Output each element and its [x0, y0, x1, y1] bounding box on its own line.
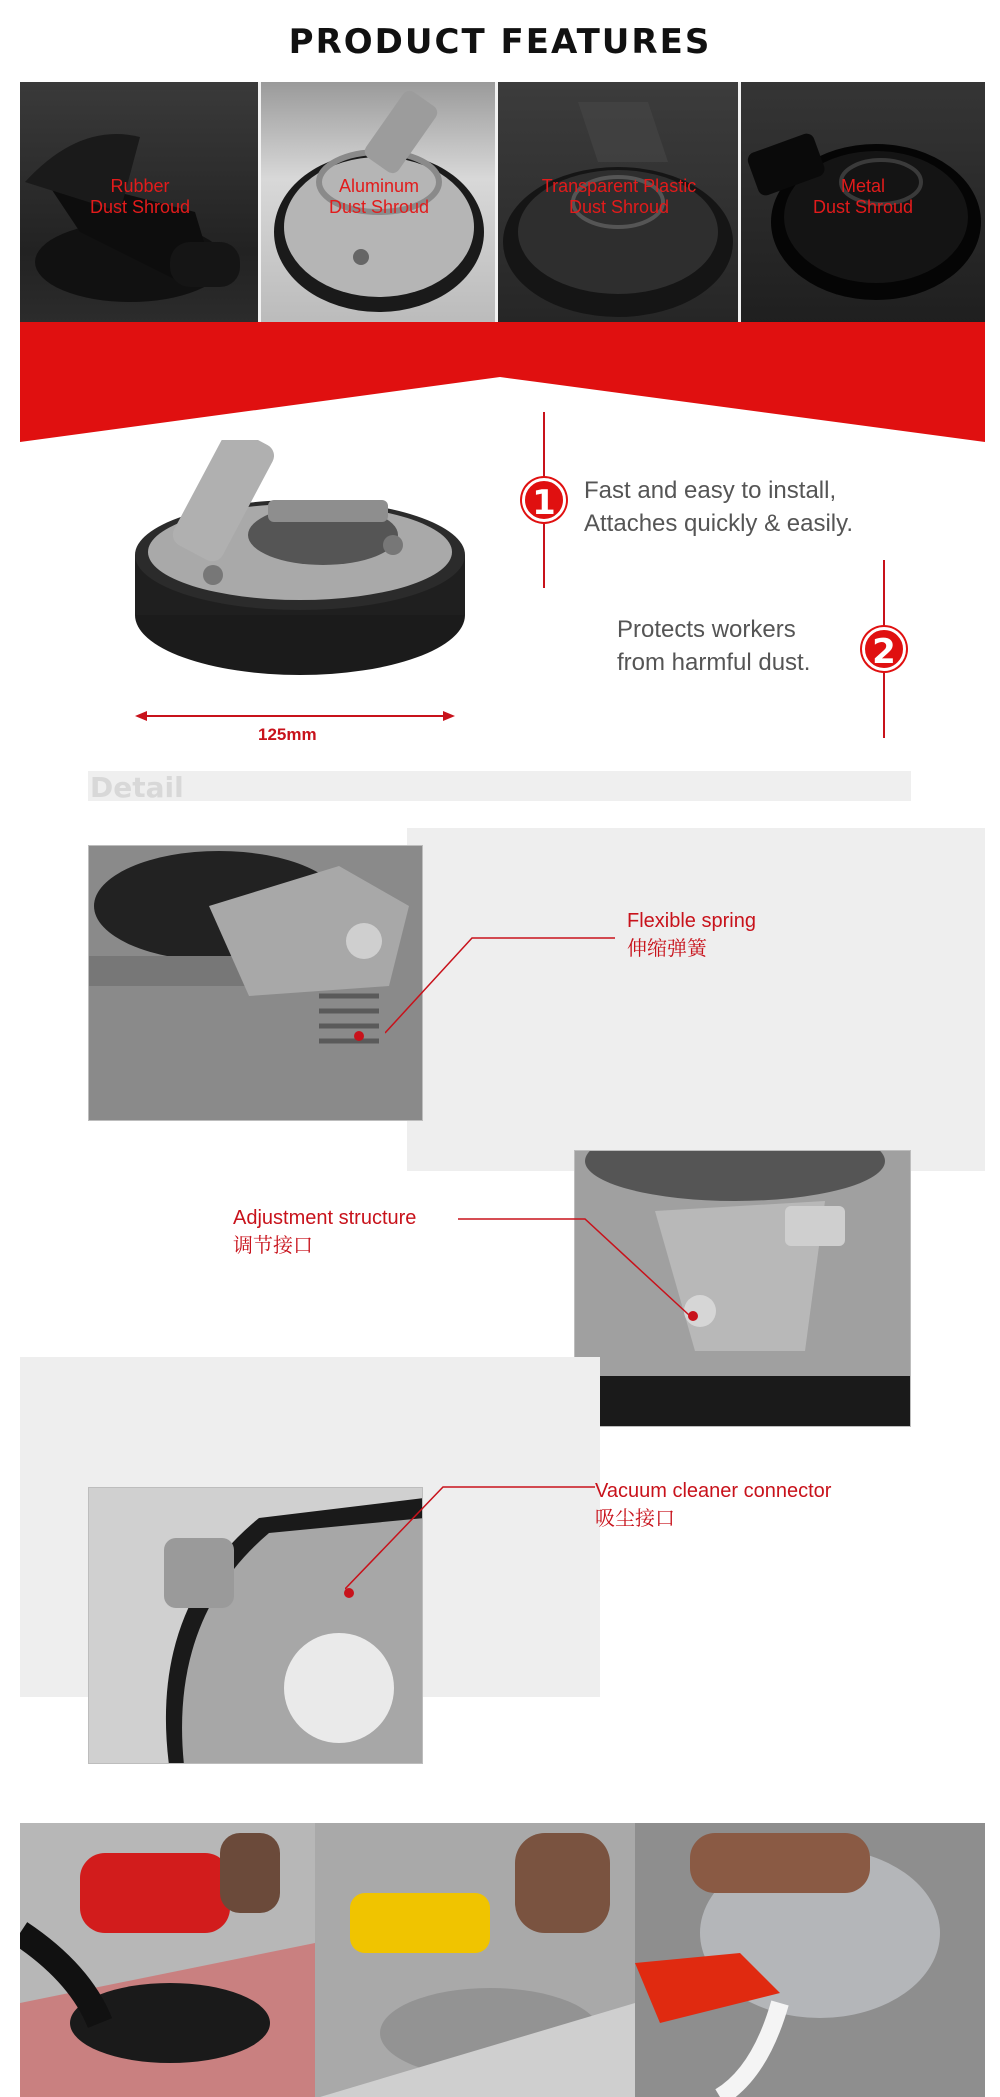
page-title: PRODUCT FEATURES: [288, 22, 712, 62]
detail-photo-spring: [88, 845, 423, 1121]
variant-label-metal: Metal Dust Shroud: [812, 176, 914, 217]
feature-text: [584, 474, 853, 540]
feature-text: [617, 613, 810, 679]
detail-bar: [88, 771, 911, 801]
feature-line: Protects workers: [617, 616, 796, 643]
dimension-arrow: [135, 708, 455, 724]
red-banner: [20, 322, 985, 442]
variant-label-plastic: Transparent Plastic Dust Shroud: [541, 176, 697, 217]
usage-photo-strip: [20, 1823, 985, 2097]
feature-line: Attaches quickly & easily.: [584, 510, 854, 537]
callout-label-connector: Vacuum cleaner connector: [595, 1480, 832, 1502]
variant-label-aluminum: Aluminum Dust Shroud: [328, 176, 430, 217]
usage-photos-image: [20, 1823, 985, 2097]
variant-panel-rubber: [20, 82, 260, 324]
callout-label-connector-zh: 吸尘接口: [595, 1506, 675, 1530]
callout-label-adjustment-zh: 调节接口: [233, 1233, 313, 1257]
feature-line: from harmful dust.: [617, 649, 811, 676]
detail-heading: Detail: [90, 771, 184, 804]
spring-closeup-image: [89, 846, 423, 1121]
variant-panel-aluminum: [261, 82, 497, 324]
callout-leader-connector: [345, 1484, 600, 1594]
variant-panel-metal: [741, 82, 985, 324]
variant-panel-plastic: [498, 82, 740, 324]
product-image: [128, 440, 473, 700]
variant-strip: [20, 82, 985, 324]
callout-label-spring: Flexible spring: [627, 910, 756, 932]
callout-label-spring-zh: 伸缩弹簧: [627, 936, 707, 960]
dimension-label: 125mm: [258, 725, 317, 744]
feature-line: Fast and easy to install,: [584, 477, 837, 504]
feature-number-badge: 2: [862, 627, 906, 671]
callout-label-adjustment: Adjustment structure: [233, 1207, 417, 1229]
variant-label-rubber: Rubber Dust Shroud: [89, 176, 191, 217]
feature-number-badge: 1: [522, 478, 566, 522]
callout-leader-spring: [385, 935, 625, 1045]
callout-leader-adjustment: [455, 1212, 700, 1322]
